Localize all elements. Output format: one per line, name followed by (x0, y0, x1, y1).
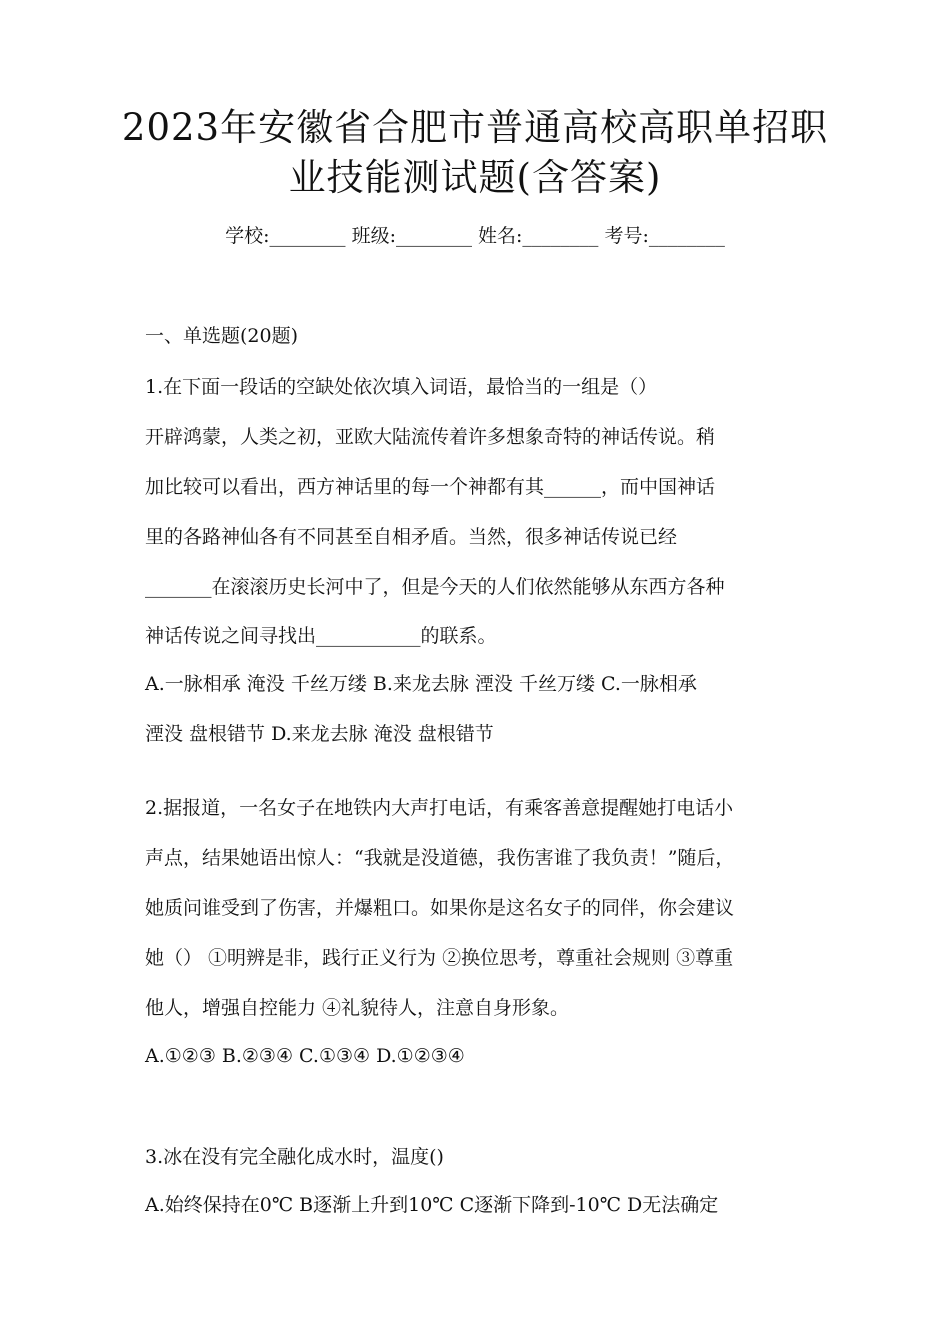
question-1-passage-line: 加比较可以看出，西方神话里的每一个神都有其______，而中国神话 (145, 476, 716, 498)
section-heading: 一、单选题(20题) (145, 325, 299, 347)
student-info-line: 学校:________ 班级:________ 姓名:________ 考号:________ (225, 225, 725, 247)
question-2-line: 他人，增强自控能力 ④礼貌待人，注意自身形象。 (145, 997, 570, 1019)
question-1-passage-line: _______在滚滚历史长河中了，但是今天的人们依然能够从东西方各种 (145, 576, 725, 598)
question-1-options: 湮没 盘根错节 D.来龙去脉 淹没 盘根错节 (145, 723, 494, 745)
question-2-line: 她（） ①明辨是非，践行正义行为 ②换位思考，尊重社会规则 ③尊重 (145, 947, 734, 969)
question-1-passage-line: 开辟鸿蒙，人类之初，亚欧大陆流传着许多想象奇特的神话传说。稍 (145, 426, 716, 448)
question-2-line: 声点，结果她语出惊人：“我就是没道德，我伤害谁了我负责！”随后， (145, 847, 735, 869)
question-1-passage-line: 里的各路神仙各有不同甚至自相矛盾。当然，很多神话传说已经 (145, 526, 678, 548)
question-3-options: A.始终保持在0℃ B逐渐上升到10℃ C逐渐下降到-10℃ D无法确定 (145, 1194, 719, 1216)
question-1-stem: 1.在下面一段话的空缺处依次填入词语，最恰当的一组是（） (145, 376, 658, 398)
question-2-line: 2.据报道，一名女子在地铁内大声打电话，有乘客善意提醒她打电话小 (145, 797, 734, 819)
page-title-line-2: 业技能测试题(含答案) (288, 156, 662, 199)
question-2-options: A.①②③ B.②③④ C.①③④ D.①②③④ (145, 1045, 465, 1067)
question-1-options: A.一脉相承 淹没 千丝万缕 B.来龙去脉 湮没 千丝万缕 C.一脉相承 (145, 673, 697, 695)
question-3-stem: 3.冰在没有完全融化成水时，温度() (145, 1146, 444, 1168)
question-1-passage-line: 神话传说之间寻找出___________的联系。 (145, 625, 497, 647)
question-2-line: 她质问谁受到了伤害，并爆粗口。如果你是这名女子的同伴，你会建议 (145, 897, 735, 919)
page-title-line-1: 2023年安徽省合肥市普通高校高职单招职 (121, 106, 829, 149)
